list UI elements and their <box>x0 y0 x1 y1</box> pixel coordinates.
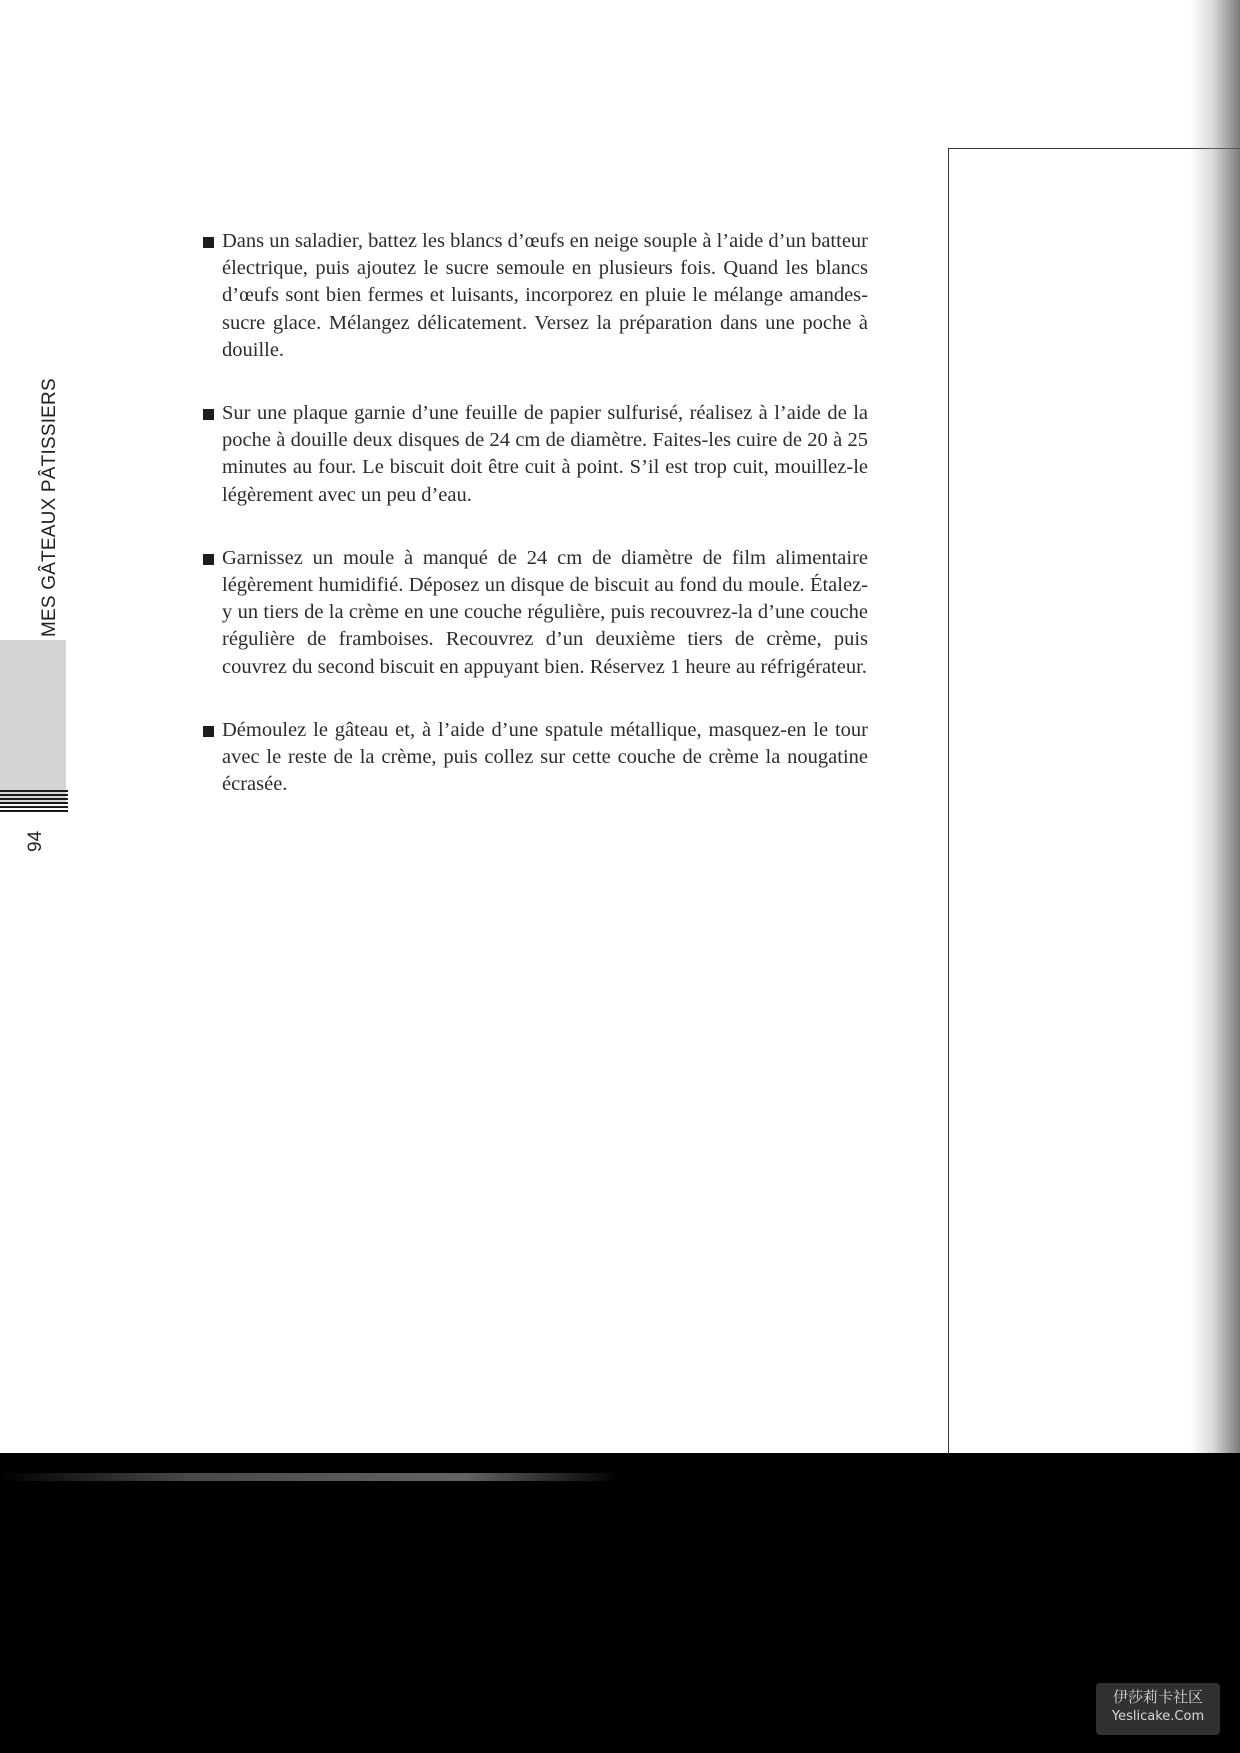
section-tab <box>0 378 66 814</box>
step-text: Sur une plaque garnie d’une feuille de papier sulfurisé, réalisez à l’aide de la poche à douille deux disques de 24 cm de diamètre. Faites-les cuire de 20 à 25 minutes au four. Le biscuit doit être cuit à point. S’il est trop cuit, mouillez-le légèrement avec un peu d’eau. <box>222 402 868 506</box>
watermark <box>1096 1683 1220 1735</box>
recipe-step <box>203 545 868 681</box>
section-bar <box>0 794 68 796</box>
recipe-steps <box>203 228 868 834</box>
page-gutter-shadow <box>1190 0 1240 1453</box>
section-title: MES GÂTEAUX PÂTISSIERS <box>39 378 60 637</box>
section-bar <box>0 806 68 808</box>
square-bullet-icon <box>203 409 214 420</box>
watermark-site: Yeslicake.Com <box>1111 1709 1205 1724</box>
section-tab-shade <box>0 640 66 803</box>
recipe-step <box>203 717 868 799</box>
section-bar <box>0 802 68 804</box>
step-text: Garnissez un moule à manqué de 24 cm de diamètre de film alimentaire légèrement humidifié. Déposez un disque de biscuit au fond du moule. Étalez-y un tiers de la crème en une couche régulière, puis recouvrez-la d’une couche régulière de framboises. Recouvrez d’un deuxième tiers de crème, puis couvrez du second biscuit en appuyant bien. Réservez 1 heure au réfrigérateur. <box>222 546 868 678</box>
watermark-title: 伊莎莉卡社区 <box>1112 1688 1203 1706</box>
page-number-text: 94 <box>25 830 46 852</box>
square-bullet-icon <box>203 237 214 248</box>
section-bar <box>0 798 68 800</box>
square-bullet-icon <box>203 554 214 565</box>
section-bars <box>0 790 68 814</box>
recipe-step <box>203 400 868 509</box>
section-bar <box>0 790 68 792</box>
page-number <box>24 822 48 866</box>
section-bar <box>0 810 68 812</box>
square-bullet-icon <box>203 726 214 737</box>
recipe-step <box>203 228 868 364</box>
step-text: Démoulez le gâteau et, à l’aide d’une spatule métallique, masquez-en le tour avec le reste de la crème, puis collez sur cette couche de crème la nougatine écrasée. <box>222 718 868 796</box>
scan-bottom-border <box>0 1453 1240 1753</box>
scan-streak <box>0 1473 620 1481</box>
step-text: Dans un saladier, battez les blancs d’œufs en neige souple à l’aide d’un batteur électrique, puis ajoutez le sucre semoule en plusieurs fois. Quand les blancs d’œufs sont bien fermes et luisants, incorporez en pluie le mélange amandes-sucre glace. Mélangez délicatement. Versez la préparation dans une poche à douille. <box>222 230 868 361</box>
